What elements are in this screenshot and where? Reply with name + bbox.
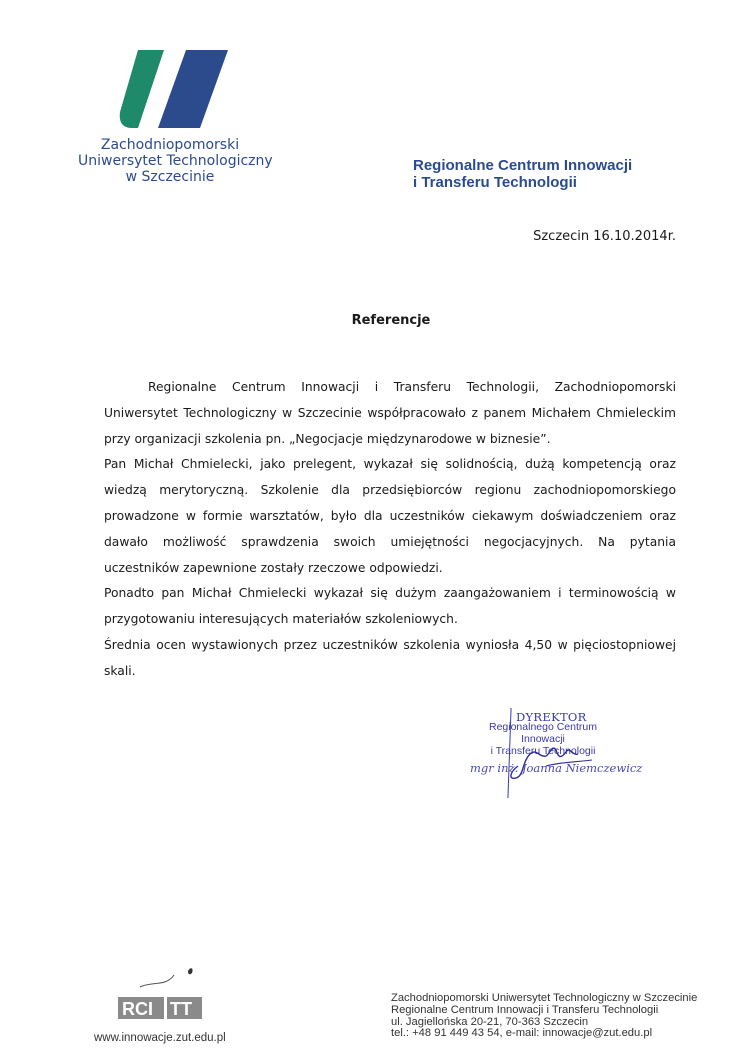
footer-contact-line: ul. Jagiellońska 20-21, 70-363 Szczecin bbox=[391, 1015, 589, 1028]
university-name-line: Zachodniopomorski bbox=[100, 137, 240, 153]
university-name bbox=[78, 137, 273, 185]
university-name-line: w Szczecinie bbox=[125, 169, 215, 185]
stamp-signatory-name: mgr inż. Joanna Niemczewicz bbox=[470, 761, 643, 775]
body-paragraph: Regionalne Centrum Innowacji i Transferu Technologii, Zachodniopomorski Uniwersytet Technologiczny w Szczecinie współpracowało z panem Michałem Chmieleckim przy organizacji szkolenia pn. „Negocjacje międzynarodowe w biznesie”. bbox=[104, 380, 676, 446]
stamp-title: DYREKTOR bbox=[516, 710, 587, 724]
rciitt-logo-text-right: TT bbox=[170, 999, 192, 1019]
stamp-org-line: Regionalnego Centrum Innowacji bbox=[489, 721, 597, 745]
body-paragraph: Pan Michał Chmielecki, jako prelegent, wykazał się solidnością, dużą kompetencją oraz wiedzą merytoryczną. Szkolenie dla przedsiębiorców regionu zachodniopomorskiego prowadzone w formie warsztatów, było dla uczestników ciekawym doświadczeniem oraz dawało możliwość sprawdzenia swoich umiejętności negocjacyjnych. Na pytania uczestników zapewnione zostały rzeczowe odpowiedzi. bbox=[104, 457, 676, 575]
footer-contact bbox=[391, 993, 697, 1040]
center-name-line: Regionalne Centrum Innowacji bbox=[413, 157, 633, 174]
zut-logo-green-shape bbox=[120, 50, 164, 128]
stamp-org-line: i Transferu Technologii bbox=[490, 745, 596, 757]
zut-logo-icon bbox=[118, 50, 228, 128]
footer-website-link[interactable]: www.innowacje.zut.edu.pl bbox=[94, 1032, 226, 1044]
center-name bbox=[413, 157, 693, 191]
rciitt-logo-icon bbox=[118, 965, 202, 1021]
letter-body bbox=[104, 375, 676, 685]
university-name-line: Uniwersytet Technologiczny bbox=[78, 153, 273, 169]
footer-contact-line: Zachodniopomorski Uniwersytet Technologiczny w Szczecinie bbox=[391, 992, 698, 1004]
rciitt-logo-text-left: RCI bbox=[122, 999, 153, 1019]
body-paragraph: Średnia ocen wystawionych przez uczestników szkolenia wyniosła 4,50 w pięciostopniowej skali. bbox=[104, 637, 676, 678]
letter-date: Szczecin 16.10.2014r. bbox=[533, 229, 676, 244]
body-paragraph: Ponadto pan Michał Chmielecki wykazał się dużym zaangażowaniem i terminowością w przygotowaniu interesujących materiałów szkoleniowych. bbox=[104, 586, 676, 627]
center-name-line: i Transferu Technologii bbox=[413, 174, 577, 191]
letter-title: Referencje bbox=[351, 313, 431, 328]
footer-contact-line: Regionalne Centrum Innowacji i Transferu Technologii bbox=[391, 1003, 659, 1016]
footer-contact-line: tel.: +48 91 449 43 54, e-mail: innowacje@zut.edu.pl bbox=[391, 1027, 653, 1040]
zut-logo-blue-shape bbox=[158, 50, 228, 128]
